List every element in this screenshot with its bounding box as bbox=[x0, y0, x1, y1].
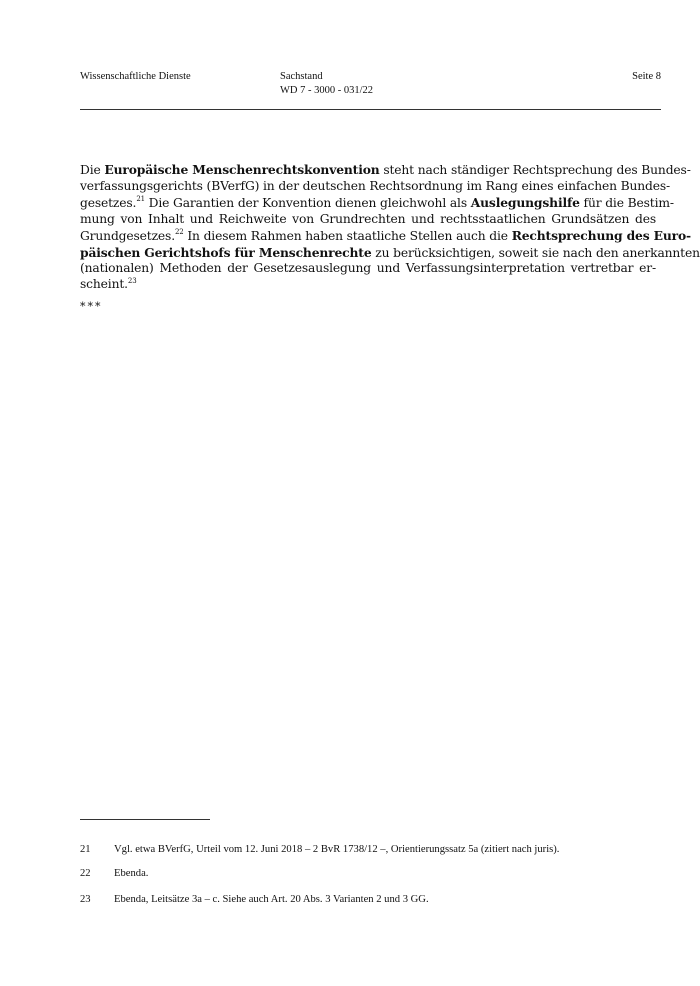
emphasis-term: Rechtsprechung des Euro- bbox=[511, 227, 691, 243]
footnote-21 bbox=[80, 843, 660, 857]
footnote-23 bbox=[80, 893, 660, 907]
footnote-text: Vgl. etwa BVerfG, Urteil vom 12. Juni 2018 – 2 BvR 1738/12 –, Orientierungssatz 5a (zitiert nach juris). bbox=[114, 844, 560, 855]
paragraph-line: verfassungsgerichts (BVerfG) in der deutschen Rechtsordnung im Rang eines einfachen Bundes- bbox=[80, 178, 671, 193]
paragraph-line bbox=[80, 277, 656, 293]
text-run: für die Bestim- bbox=[579, 195, 674, 210]
paragraph-line: (nationalen) Methoden der Gesetzesauslegung und Verfassungsinterpretation vertretbar er- bbox=[80, 261, 656, 276]
footnote-22 bbox=[80, 867, 660, 881]
header-page-number: Seite 8 bbox=[632, 71, 661, 82]
paragraph-line bbox=[80, 227, 691, 245]
page-header bbox=[80, 70, 661, 110]
text-run: Die Garantien der Konvention dienen gleichwohl als bbox=[144, 195, 471, 210]
emphasis-term: päischen Gerichtshofs für Menschenrechte bbox=[80, 244, 372, 260]
text-run: In diesem Rahmen haben staatliche Stellen auch die bbox=[183, 228, 512, 243]
footnote-divider bbox=[80, 819, 210, 820]
body-paragraph bbox=[80, 162, 700, 293]
header-divider bbox=[80, 109, 661, 110]
footnote-text: Ebenda, Leitsätze 3a – c. Siehe auch Art. 20 Abs. 3 Varianten 2 und 3 GG. bbox=[114, 894, 429, 905]
text-run: gesetzes. bbox=[80, 195, 137, 210]
footnote-number: 22 bbox=[80, 868, 91, 879]
header-document-number: WD 7 - 3000 - 031/22 bbox=[280, 85, 374, 96]
header-organization: Wissenschaftliche Dienste bbox=[80, 71, 191, 82]
text-run: Die bbox=[80, 163, 105, 177]
paragraph-line bbox=[80, 244, 700, 262]
footnote-reference[interactable]: 23 bbox=[127, 276, 137, 285]
text-run: Grundgesetzes. bbox=[80, 228, 175, 243]
text-run: steht nach ständiger Rechtsprechung des Bundes- bbox=[379, 163, 691, 177]
section-separator: *** bbox=[80, 300, 103, 313]
emphasis-term: Europäische Menschenrechtskonvention bbox=[104, 162, 380, 177]
paragraph-line bbox=[80, 162, 691, 179]
footnote-text: Ebenda. bbox=[114, 868, 149, 879]
footnote-number: 21 bbox=[80, 844, 91, 855]
paragraph-line: mung von Inhalt und Reichweite von Grundrechten und rechtsstaatlichen Grundsätzen des bbox=[80, 211, 656, 226]
text-run: zu berücksichtigen, soweit sie nach den anerkannten bbox=[371, 245, 700, 260]
footnote-number: 23 bbox=[80, 894, 91, 905]
paragraph-line bbox=[80, 194, 674, 212]
emphasis-term: Auslegungshilfe bbox=[470, 194, 580, 210]
header-document-info bbox=[280, 70, 373, 98]
header-document-type: Sachstand bbox=[280, 71, 323, 82]
text-run: scheint. bbox=[80, 277, 128, 292]
footnote-reference[interactable]: 21 bbox=[136, 195, 145, 204]
footnote-reference[interactable]: 22 bbox=[174, 228, 184, 237]
